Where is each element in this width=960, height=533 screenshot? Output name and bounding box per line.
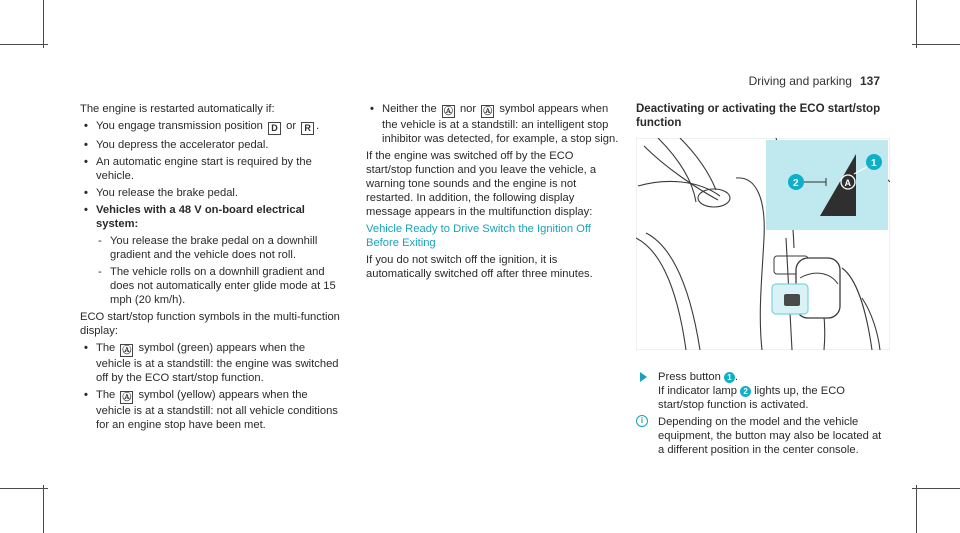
crop-mark: [0, 44, 48, 45]
list-item: [80, 119, 342, 135]
callout-ref-2: 2: [740, 386, 751, 397]
text: Neither the: [382, 103, 440, 115]
crop-mark: [916, 485, 917, 533]
text: Press button: [658, 371, 724, 383]
list-item: • Vehicles with a 48 V on-board electrical system:: [80, 203, 342, 231]
info-icon: i: [636, 415, 648, 427]
callout-ref-1: 1: [724, 372, 735, 383]
eco-yellow-symbol: Ⓐ: [122, 392, 132, 402]
text: If indicator lamp: [658, 385, 741, 397]
gear-r-symbol: R: [301, 122, 314, 135]
text: .: [316, 120, 320, 132]
text: nor: [456, 103, 480, 115]
column-left: [80, 102, 342, 435]
info-note: [636, 415, 890, 457]
column-middle: [366, 102, 620, 284]
eco-symbol: Ⓐ: [443, 106, 453, 116]
list-item: [80, 341, 342, 385]
paragraph: If the engine was switched off by the ECO start/stop function and you leave the vehicle, a warning tone sounds and the engine is not restarted. In addition, the following display message appears in the multifunction display:: [366, 150, 597, 218]
list-item: • An automatic engine start is required by the vehicle.: [80, 155, 342, 183]
list-item: [366, 102, 620, 146]
column-right: [636, 102, 890, 457]
sub-list-item: - You release the brake pedal on a downhill gradient and the vehicle does not roll.: [80, 234, 342, 262]
paragraph: If you do not switch off the ignition, it is automatically switched off after three minutes.: [366, 254, 593, 280]
section-heading: Deactivating or activating the ECO start/stop function: [636, 103, 881, 129]
eco-green-symbol: Ⓐ: [122, 345, 132, 355]
step-arrow-icon: [640, 372, 647, 382]
list-item: • You release the brake pedal.: [80, 186, 342, 200]
intro-text: The engine is restarted automatically if:: [80, 103, 275, 115]
step-line-1: [658, 370, 890, 384]
text: The: [96, 342, 119, 354]
text: You engage transmission position: [96, 120, 266, 132]
console-figure: [636, 138, 890, 350]
text: symbol (yellow) appears when the vehicle is at a standstill: not all vehicle conditions for an engine stop have been met.: [96, 389, 338, 431]
crop-mark: [43, 485, 44, 533]
text: .: [734, 371, 739, 383]
section-title: Driving and parking: [748, 74, 852, 88]
eco-off-symbol: Ⓐ: [483, 106, 493, 116]
center-console-illustration: [636, 138, 890, 350]
text: symbol appears when the vehicle is at a standstill: an intelligent stop inhibitor was detected, for example, a stop sign.: [382, 103, 619, 145]
crop-mark: [912, 44, 960, 45]
instruction-step: [636, 370, 890, 412]
sub-list-item: - The vehicle rolls on a downhill gradient and does not automatically enter glide mode at 15 mph (20 km/h).: [80, 265, 342, 307]
button-symbol: A: [844, 178, 851, 188]
crop-mark: [912, 488, 960, 489]
info-text: Depending on the model and the vehicle equipment, the button may also be located at a different position in the center console.: [658, 416, 882, 456]
step-line-2: [658, 384, 890, 412]
text: symbol (green) appears when the vehicle is at a standstill: the engine was switched off by the ECO start/stop function.: [96, 342, 339, 384]
display-message: Vehicle Ready to Drive Switch the Ignition Off Before Exiting: [366, 223, 591, 249]
callout-1: 1: [871, 158, 877, 169]
list-item: • You depress the accelerator pedal.: [80, 138, 342, 152]
callout-2: 2: [793, 178, 799, 189]
text: or: [283, 120, 300, 132]
page-number: 137: [859, 74, 880, 88]
crop-mark: [43, 0, 44, 48]
gear-d-symbol: D: [268, 122, 281, 135]
crop-mark: [0, 488, 48, 489]
crop-mark: [916, 0, 917, 48]
text: The: [96, 389, 119, 401]
list-item: [80, 388, 342, 432]
paragraph: ECO start/stop function symbols in the multi-function display:: [80, 311, 340, 337]
page-header: [749, 74, 880, 88]
text: lights up, the ECO start/stop function is activated.: [658, 385, 845, 411]
